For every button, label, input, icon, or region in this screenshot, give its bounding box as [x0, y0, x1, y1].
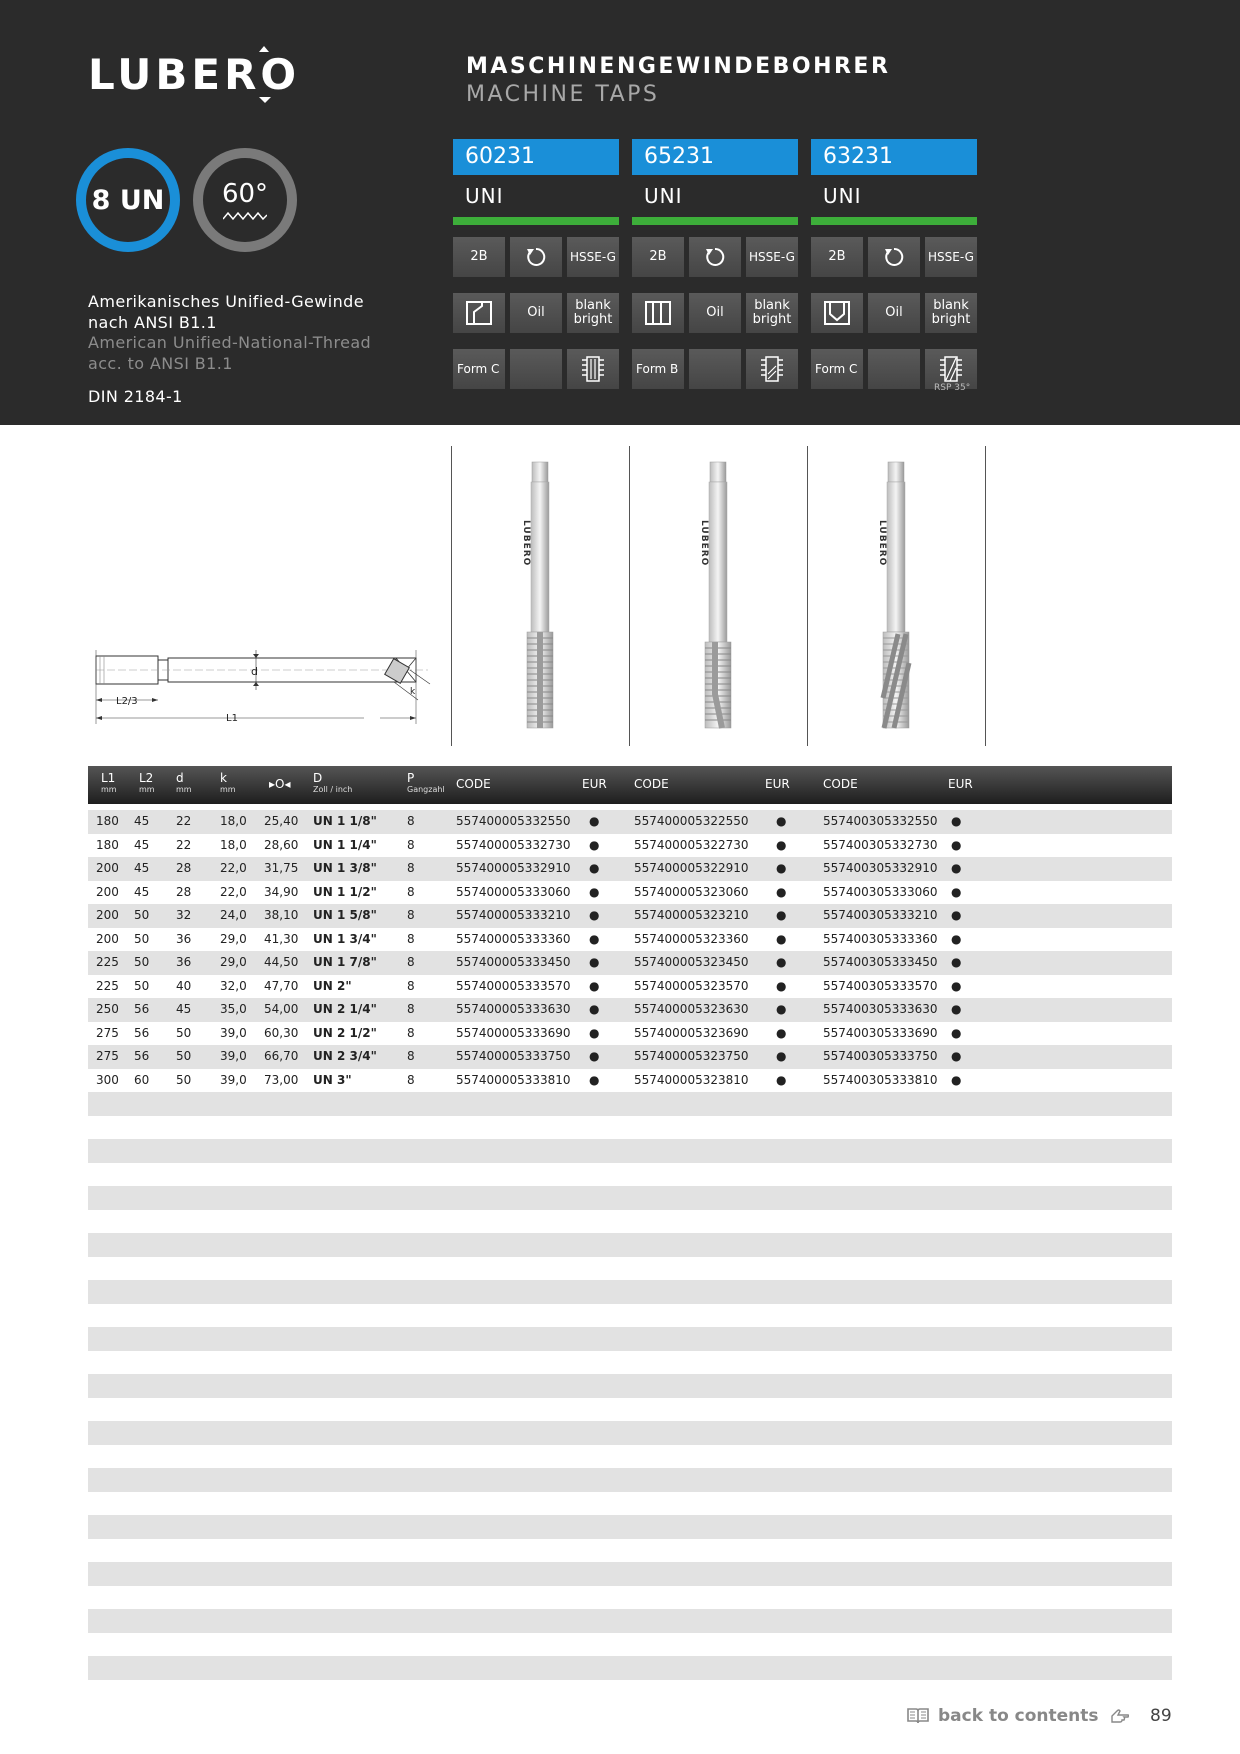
pointing-hand-icon — [1107, 1708, 1129, 1724]
cell-code-3: 557400305333570 — [823, 978, 938, 993]
empty-table-stripe — [88, 1139, 1172, 1163]
cell-l2: 56 — [134, 1025, 150, 1040]
image-divider — [985, 446, 986, 746]
cell-eur-3: ● — [951, 1025, 962, 1040]
straight-flute-icon — [567, 349, 619, 389]
cell-eur-3: ● — [951, 908, 962, 922]
empty-table-stripe — [88, 1374, 1172, 1398]
table-row — [88, 834, 1172, 858]
cell-pitch: 8 — [407, 931, 415, 946]
cell-code-2: 557400005323210 — [634, 908, 749, 922]
cell-k: 22,0 — [220, 861, 247, 875]
cell-code-3: 557400305332910 — [823, 861, 938, 875]
finish-en: bright — [573, 312, 613, 327]
cell-code-1: 557400005333360 — [456, 931, 571, 946]
standard-label: DIN 2184-1 — [88, 387, 183, 406]
cell-k: 18,0 — [220, 814, 247, 828]
cell-pitch: 8 — [407, 837, 415, 852]
title-english: MACHINE TAPS — [466, 82, 660, 107]
cell-code-1: 557400005333060 — [456, 884, 571, 899]
finish-tile — [567, 293, 619, 333]
cell-l1: 275 — [96, 1025, 119, 1040]
total-length-label: L1 — [226, 713, 238, 724]
cell-pitch: 8 — [407, 861, 415, 875]
cell-k: 18,0 — [220, 837, 247, 852]
cell-k: 29,0 — [220, 955, 247, 969]
empty-table-stripe — [88, 1186, 1172, 1210]
material-tile: HSSE-G — [746, 237, 798, 277]
cell-l2: 50 — [134, 978, 150, 993]
cell-l1: 225 — [96, 978, 119, 993]
table-row — [88, 881, 1172, 905]
cell-drill: 44,50 — [264, 955, 299, 969]
cell-code-3: 557400305332550 — [823, 814, 938, 828]
cell-thread: UN 1 7/8" — [313, 955, 377, 969]
cell-k: 39,0 — [220, 1025, 247, 1040]
form-tile: Form B — [632, 349, 684, 389]
cell-pitch: 8 — [407, 908, 415, 922]
cell-k: 39,0 — [220, 1072, 247, 1087]
header-thread-size: D Zoll / inch — [313, 771, 353, 794]
cell-l2: 45 — [134, 861, 150, 875]
cell-l1: 225 — [96, 955, 119, 969]
logo-accent-top — [259, 46, 269, 52]
header-code-2: CODE — [634, 777, 669, 791]
tap-brand-mark: LUBERO — [699, 520, 709, 567]
header-code-1: CODE — [456, 777, 491, 791]
cell-l2: 60 — [134, 1072, 150, 1087]
variant-color-bar — [632, 217, 798, 225]
cell-code-3: 557400305333750 — [823, 1049, 938, 1063]
cell-eur-2: ● — [776, 1072, 787, 1087]
cell-code-1: 557400005333810 — [456, 1072, 571, 1087]
cell-d: 50 — [176, 1072, 192, 1087]
back-to-contents-link[interactable] — [906, 1706, 1129, 1726]
cell-d: 28 — [176, 861, 192, 875]
cell-d: 22 — [176, 814, 192, 828]
variant-color-bar — [453, 217, 619, 225]
cell-d: 50 — [176, 1049, 192, 1063]
lubricant-tile: Oil — [510, 293, 562, 333]
square-drive-drawing — [380, 652, 440, 712]
cell-k: 35,0 — [220, 1002, 247, 1016]
cell-code-2: 557400005323360 — [634, 931, 749, 946]
cell-eur-1: ● — [589, 814, 600, 828]
cell-l1: 200 — [96, 861, 119, 875]
cell-eur-3: ● — [951, 814, 962, 828]
cell-thread: UN 3" — [313, 1072, 352, 1087]
tap-brand-mark: LUBERO — [877, 520, 887, 567]
cell-drill: 66,70 — [264, 1049, 299, 1063]
cell-l2: 50 — [134, 908, 150, 922]
empty-table-stripe — [88, 1092, 1172, 1116]
cell-eur-2: ● — [776, 955, 787, 969]
table-row — [88, 904, 1172, 928]
chamfer-form-icon — [632, 293, 684, 333]
spiral-angle-note: RSP 35° — [934, 383, 971, 393]
cell-drill: 41,30 — [264, 931, 299, 946]
finish-de: blank — [575, 298, 611, 313]
header-eur-3: EUR — [948, 777, 973, 791]
title-german: MASCHINENGEWINDEBOHRER — [466, 54, 891, 79]
cell-k: 32,0 — [220, 978, 247, 993]
cell-pitch: 8 — [407, 978, 415, 993]
cell-eur-3: ● — [951, 837, 962, 852]
variant-color-bar — [811, 217, 977, 225]
cell-pitch: 8 — [407, 1049, 415, 1063]
header-l2: L2 mm — [139, 771, 155, 794]
image-divider — [807, 446, 808, 746]
cell-eur-2: ● — [776, 931, 787, 946]
cell-code-1: 557400005333450 — [456, 955, 571, 969]
cell-code-3: 557400305333690 — [823, 1025, 938, 1040]
cell-eur-2: ● — [776, 1025, 787, 1040]
cell-pitch: 8 — [407, 1072, 415, 1087]
cell-thread: UN 1 1/2" — [313, 884, 377, 899]
cell-l1: 180 — [96, 814, 119, 828]
cell-code-1: 557400005333690 — [456, 1025, 571, 1040]
cell-code-2: 557400005323630 — [634, 1002, 749, 1016]
cell-eur-3: ● — [951, 1049, 962, 1063]
description-en-line2: acc. to ANSI B1.1 — [88, 353, 233, 373]
header-drill-size: ▸O◂ — [269, 777, 291, 791]
cell-eur-2: ● — [776, 908, 787, 922]
empty-table-stripe — [88, 1515, 1172, 1539]
tolerance-tile: 2B — [453, 237, 505, 277]
cell-thread: UN 1 1/4" — [313, 837, 377, 852]
cell-thread: UN 1 3/8" — [313, 861, 377, 875]
header-code-3: CODE — [823, 777, 858, 791]
header-panel — [0, 0, 1240, 425]
cell-code-2: 557400005322730 — [634, 837, 749, 852]
cell-code-2: 557400005323570 — [634, 978, 749, 993]
thread-description — [88, 292, 371, 374]
cell-pitch: 8 — [407, 1025, 415, 1040]
cell-thread: UN 2 1/4" — [313, 1002, 377, 1016]
table-row — [88, 1022, 1172, 1046]
image-divider — [629, 446, 630, 746]
cell-eur-1: ● — [589, 955, 600, 969]
table-row — [88, 928, 1172, 952]
cell-l1: 180 — [96, 837, 119, 852]
thread-length-label: L2/3 — [116, 696, 138, 707]
cell-eur-3: ● — [951, 978, 962, 993]
table-row — [88, 951, 1172, 975]
thread-badge — [76, 148, 180, 252]
variant-code: 65231 — [632, 139, 798, 175]
cell-drill: 54,00 — [264, 1002, 299, 1016]
cell-code-3: 557400305333060 — [823, 884, 938, 899]
book-icon — [906, 1707, 930, 1725]
cell-code-3: 557400305333450 — [823, 955, 938, 969]
tap-brand-mark: LUBERO — [521, 520, 531, 567]
cell-code-1: 557400005332550 — [456, 814, 571, 828]
table-row — [88, 1069, 1172, 1093]
brand-logo: LUBERO — [88, 50, 301, 99]
cell-code-3: 557400305333630 — [823, 1002, 938, 1016]
variant-column-2 — [632, 139, 798, 425]
angle-badge-label: 60° — [221, 179, 269, 209]
cell-eur-1: ● — [589, 1002, 600, 1016]
header-eur-1: EUR — [582, 777, 607, 791]
header-d: d mm — [176, 771, 192, 794]
cell-eur-2: ● — [776, 1049, 787, 1063]
cell-k: 22,0 — [220, 884, 247, 899]
cell-eur-3: ● — [951, 931, 962, 946]
lubricant-tile: Oil — [689, 293, 741, 333]
back-to-contents-label: back to contents — [938, 1706, 1099, 1726]
table-row — [88, 1045, 1172, 1069]
form-tile: Form C — [811, 349, 863, 389]
cell-thread: UN 1 5/8" — [313, 908, 377, 922]
material-tile: HSSE-G — [925, 237, 977, 277]
tap-image-spiral-point — [698, 458, 738, 736]
finish-de: blank — [754, 298, 790, 313]
cell-drill: 25,40 — [264, 814, 299, 828]
variant-code: 60231 — [453, 139, 619, 175]
cell-eur-2: ● — [776, 884, 787, 899]
empty-table-stripe — [88, 1609, 1172, 1633]
empty-table-stripe — [88, 1327, 1172, 1351]
cell-eur-1: ● — [589, 908, 600, 922]
cell-pitch: 8 — [407, 884, 415, 899]
finish-de: blank — [933, 298, 969, 313]
cell-eur-1: ● — [589, 837, 600, 852]
cell-code-1: 557400005332910 — [456, 861, 571, 875]
right-hand-rotation-icon — [510, 237, 562, 277]
chamfer-form-icon — [453, 293, 505, 333]
cell-k: 29,0 — [220, 931, 247, 946]
header-pitch: P Gangzahl — [407, 771, 445, 794]
empty-table-stripe — [88, 1562, 1172, 1586]
variant-code: 63231 — [811, 139, 977, 175]
cell-pitch: 8 — [407, 814, 415, 828]
right-hand-rotation-icon — [868, 237, 920, 277]
cell-d: 50 — [176, 1025, 192, 1040]
cell-d: 32 — [176, 908, 192, 922]
empty-tile — [689, 349, 741, 389]
cell-d: 40 — [176, 978, 192, 993]
cell-eur-1: ● — [589, 1025, 600, 1040]
description-en-line1: American Unified-National-Thread — [88, 333, 372, 352]
cell-pitch: 8 — [407, 955, 415, 969]
empty-table-stripe — [88, 1421, 1172, 1445]
cell-eur-3: ● — [951, 1072, 962, 1087]
cell-code-2: 557400005323450 — [634, 955, 749, 969]
variant-type: UNI — [465, 184, 504, 208]
cell-thread: UN 2 1/2" — [313, 1025, 377, 1040]
cell-eur-1: ● — [589, 1049, 600, 1063]
table-row — [88, 975, 1172, 999]
angle-badge — [193, 148, 297, 252]
cell-thread: UN 1 1/8" — [313, 814, 377, 828]
cell-code-1: 557400005332730 — [456, 837, 571, 852]
cell-l1: 200 — [96, 884, 119, 899]
cell-eur-3: ● — [951, 955, 962, 969]
tap-image-straight-flute — [520, 458, 560, 736]
cell-code-3: 557400305332730 — [823, 837, 938, 852]
cell-l2: 45 — [134, 837, 150, 852]
table-row — [88, 857, 1172, 881]
form-tile: Form C — [453, 349, 505, 389]
cell-code-2: 557400005323690 — [634, 1025, 749, 1040]
cell-l1: 300 — [96, 1072, 119, 1087]
tolerance-tile: 2B — [632, 237, 684, 277]
page-number: 89 — [1150, 1706, 1172, 1726]
empty-table-stripe — [88, 1656, 1172, 1680]
logo-accent-bottom — [259, 97, 271, 103]
variant-column-1 — [453, 139, 619, 425]
material-tile: HSSE-G — [567, 237, 619, 277]
cell-pitch: 8 — [407, 1002, 415, 1016]
cell-eur-2: ● — [776, 837, 787, 852]
cell-eur-1: ● — [589, 1072, 600, 1087]
cell-l1: 200 — [96, 908, 119, 922]
cell-drill: 28,60 — [264, 837, 299, 852]
cell-thread: UN 2" — [313, 978, 352, 993]
cell-eur-2: ● — [776, 1002, 787, 1016]
cell-code-2: 557400005322910 — [634, 861, 749, 875]
header-k: k mm — [220, 771, 236, 794]
cell-code-3: 557400305333360 — [823, 931, 938, 946]
cell-code-2: 557400005323810 — [634, 1072, 749, 1087]
blind-hole-icon — [811, 293, 863, 333]
variant-column-3 — [811, 139, 977, 425]
description-de-line1: Amerikanisches Unified-Gewinde — [88, 292, 364, 311]
cell-drill: 38,10 — [264, 908, 299, 922]
description-de-line2: nach ANSI B1.1 — [88, 312, 217, 332]
cell-eur-3: ● — [951, 1002, 962, 1016]
empty-table-stripe — [88, 1233, 1172, 1257]
cell-k: 39,0 — [220, 1049, 247, 1063]
cell-l2: 45 — [134, 884, 150, 899]
cell-eur-1: ● — [589, 884, 600, 899]
cell-code-3: 557400305333810 — [823, 1072, 938, 1087]
cell-code-1: 557400005333210 — [456, 908, 571, 922]
cell-l2: 50 — [134, 955, 150, 969]
empty-tile — [868, 349, 920, 389]
empty-table-stripe — [88, 1280, 1172, 1304]
finish-tile — [925, 293, 977, 333]
cell-drill: 34,90 — [264, 884, 299, 899]
table-row — [88, 998, 1172, 1022]
cell-drill: 60,30 — [264, 1025, 299, 1040]
cell-code-2: 557400005323750 — [634, 1049, 749, 1063]
lubricant-tile: Oil — [868, 293, 920, 333]
cell-drill: 73,00 — [264, 1072, 299, 1087]
finish-tile — [746, 293, 798, 333]
cell-code-2: 557400005323060 — [634, 884, 749, 899]
cell-eur-3: ● — [951, 861, 962, 875]
cell-eur-2: ● — [776, 861, 787, 875]
cell-code-2: 557400005322550 — [634, 814, 749, 828]
thread-badge-label: 8 UN — [91, 184, 165, 216]
cell-code-1: 557400005333750 — [456, 1049, 571, 1063]
cell-eur-1: ● — [589, 931, 600, 946]
image-divider — [451, 446, 452, 746]
cell-l2: 50 — [134, 931, 150, 946]
cell-code-1: 557400005333630 — [456, 1002, 571, 1016]
cell-drill: 31,75 — [264, 861, 299, 875]
cell-drill: 47,70 — [264, 978, 299, 993]
finish-en: bright — [752, 312, 792, 327]
cell-d: 28 — [176, 884, 192, 899]
cell-eur-2: ● — [776, 814, 787, 828]
header-l1: L1 mm — [101, 771, 117, 794]
spiral-point-icon — [746, 349, 798, 389]
cell-eur-3: ● — [951, 884, 962, 899]
cell-code-1: 557400005333570 — [456, 978, 571, 993]
cell-l2: 56 — [134, 1002, 150, 1016]
cell-d: 22 — [176, 837, 192, 852]
cell-k: 24,0 — [220, 908, 247, 922]
cell-l1: 275 — [96, 1049, 119, 1063]
thread-profile-icon — [223, 211, 267, 221]
cell-thread: UN 1 3/4" — [313, 931, 377, 946]
cell-eur-1: ● — [589, 861, 600, 875]
tap-image-spiral-flute — [876, 458, 916, 736]
variant-type: UNI — [823, 184, 862, 208]
cell-d: 36 — [176, 955, 192, 969]
cell-l1: 250 — [96, 1002, 119, 1016]
tolerance-tile: 2B — [811, 237, 863, 277]
square-size-label: k — [410, 687, 416, 697]
cell-thread: UN 2 3/4" — [313, 1049, 377, 1063]
empty-tile — [510, 349, 562, 389]
right-hand-rotation-icon — [689, 237, 741, 277]
empty-table-stripe — [88, 1468, 1172, 1492]
header-eur-2: EUR — [765, 777, 790, 791]
cell-l2: 45 — [134, 814, 150, 828]
cell-l1: 200 — [96, 931, 119, 946]
cell-code-3: 557400305333210 — [823, 908, 938, 922]
cell-d: 45 — [176, 1002, 192, 1016]
finish-en: bright — [931, 312, 971, 327]
table-header — [88, 766, 1172, 804]
table-row — [88, 810, 1172, 834]
cell-l2: 56 — [134, 1049, 150, 1063]
diameter-label: d — [251, 665, 258, 678]
cell-eur-2: ● — [776, 978, 787, 993]
cell-eur-1: ● — [589, 978, 600, 993]
cell-d: 36 — [176, 931, 192, 946]
variant-type: UNI — [644, 184, 683, 208]
